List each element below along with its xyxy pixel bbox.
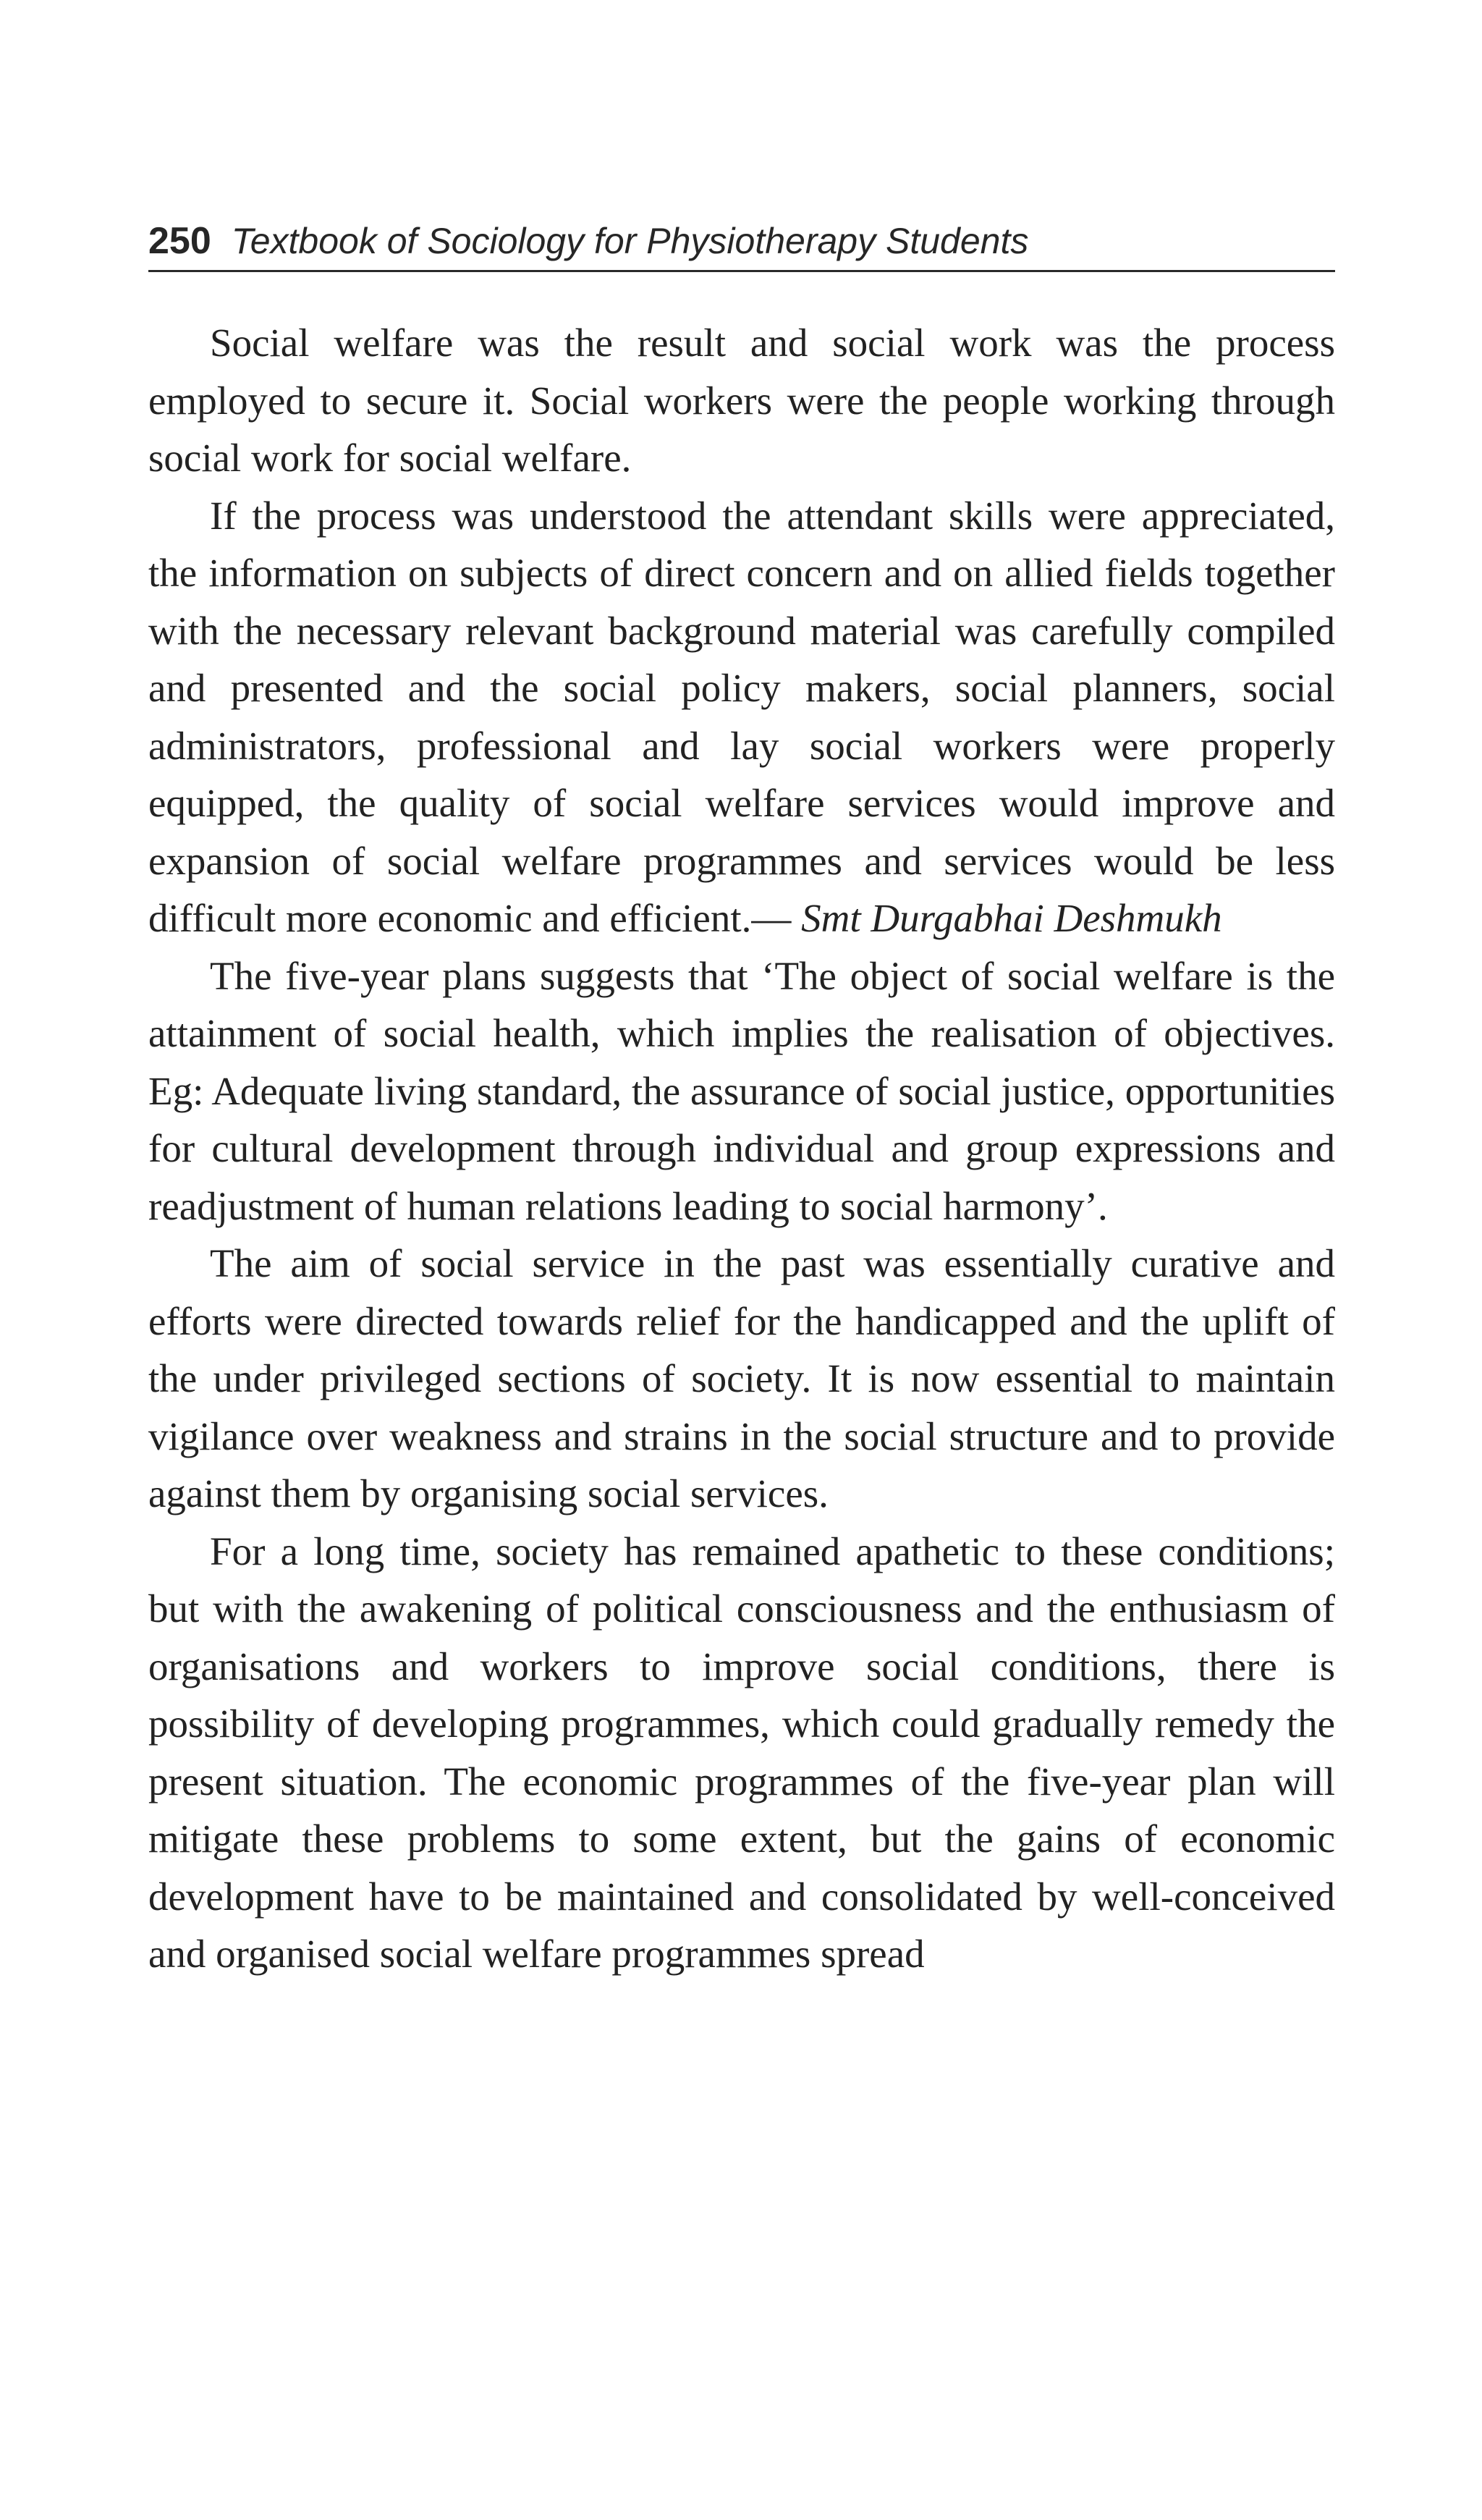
paragraph-society-apathetic xyxy=(148,1523,1335,1983)
paragraph-aim-of-social-service xyxy=(148,1235,1335,1523)
paragraph-text: The aim of social service in the past was essentially curative and efforts were directed towards relief for the handicapped and the uplift of the under privileged sections of society. It is now essential to maintain vigilance over weakness and strains in the social structure and to provide against them by organising social services. xyxy=(148,1241,1335,1515)
book-title: Textbook of Sociology for Physiotherapy Students xyxy=(231,221,1029,261)
paragraph-text: If the process was understood the attendant skills were appreciated, the information on subjects of direct concern and on allied fields together with the necessary relevant background material was carefully compiled and presented and the social policy makers, social planners, social administrators, professional and lay social workers were properly equipped, the quality of social welfare services would improve and expansion of social welfare programmes and services would be less difficult more economic and efficient.— xyxy=(148,493,1335,940)
paragraph-text: The five-year plans suggests that ‘The object of social welfare is the attainment of social health, which implies the realisation of objectives. Eg: Adequate living standard, the assurance of social justice, opportunities for cultural development through individual and group expressions and readjustment of human relations leading to social harmony’. xyxy=(148,953,1335,1228)
paragraph-text: Social welfare was the result and social work was the process employed to secure it. Social workers were the people working through social work for social welfare. xyxy=(148,321,1335,480)
quote-attribution: Smt Durgabhai Deshmukh xyxy=(801,896,1222,940)
paragraph-welfare-definition xyxy=(148,314,1335,487)
body-text xyxy=(148,314,1335,1983)
running-header xyxy=(148,216,1335,272)
page-number: 250 xyxy=(148,220,211,262)
paragraph-process-quote xyxy=(148,487,1335,947)
paragraph-text: For a long time, society has remained apathetic to these conditions; but with the awakening of political consciousness and the enthusiasm of organisations and workers to improve social conditions, there is possibility of developing programmes, which could gradually remedy the present situation. The economic programmes of the five-year plan will mitigate these problems to some extent, but the gains of economic development have to be maintained and consolidated by well-conceived and organised social welfare programmes spread xyxy=(148,1529,1335,1976)
paragraph-five-year-plans xyxy=(148,947,1335,1235)
